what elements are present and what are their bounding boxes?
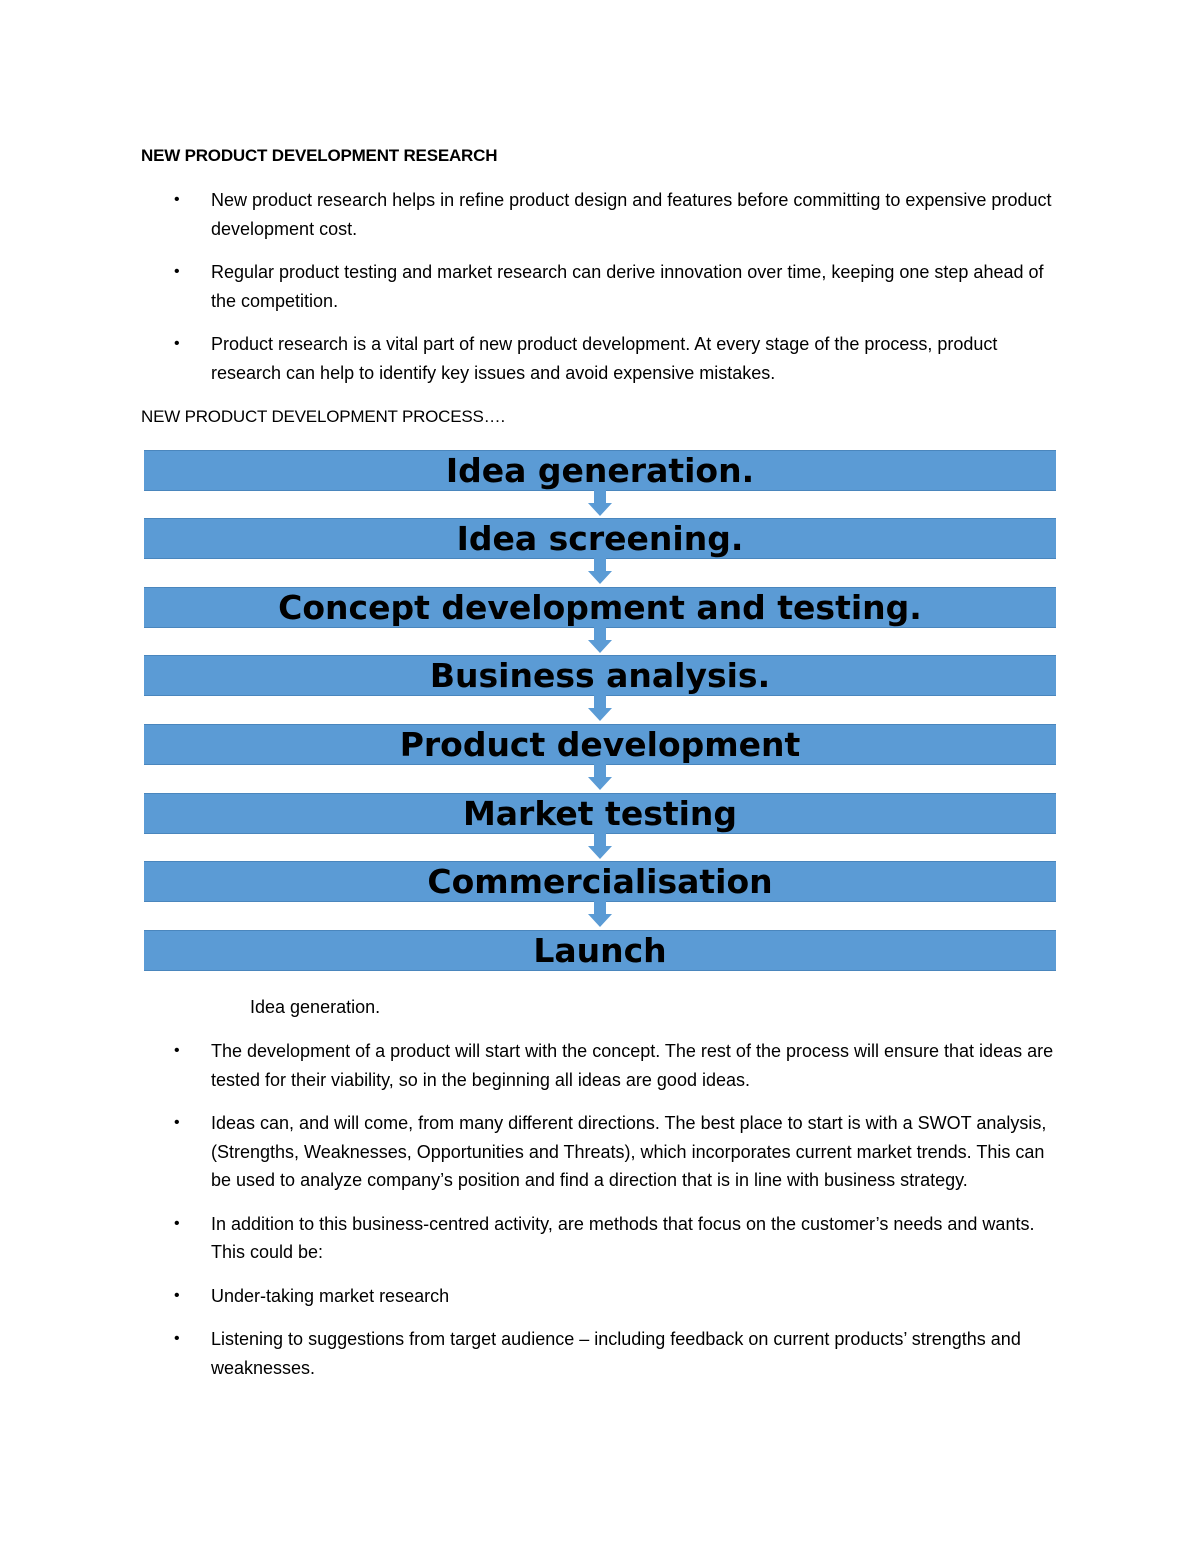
process-step-market-testing: Market testing [144, 793, 1056, 834]
list-item-text: Under-taking market research [211, 1285, 450, 1306]
idea-bullet-list [0, 1037, 1200, 1397]
bullet-icon: • [174, 1330, 180, 1347]
bullet-icon: • [174, 191, 180, 208]
list-item-text: Regular product testing and market research can derive innovation over time, keeping one step ahead of the competition. [211, 262, 1044, 311]
process-step-commercialisation: Commercialisation [144, 861, 1056, 902]
list-item [0, 1282, 1200, 1311]
list-item-text: Listening to suggestions from target audience – including feedback on current products’ strengths and weaknesses. [211, 1329, 1021, 1378]
list-item [0, 330, 1200, 387]
process-title: NEW PRODUCT DEVELOPMENT PROCESS…. [141, 407, 505, 426]
bullet-icon: • [174, 1214, 180, 1232]
process-step-product-development: Product development [144, 724, 1056, 765]
list-item [0, 1109, 1200, 1195]
list-item-text: Ideas can, and will come, from many different directions. The best place to start is with a SWOT analysis, (Strengths, Weaknesses, Opportunities and Threats), which incorporates current market trends. This can be used to analyze company’s position and find a direction that is in line with business strategy. [211, 1113, 1047, 1190]
down-arrow-icon [588, 627, 612, 653]
list-item-text: Product research is a vital part of new product development. At every stage of the process, product research can help to identify key issues and avoid expensive mistakes. [211, 334, 998, 383]
down-arrow-icon [588, 901, 612, 927]
section-subheading: Idea generation. [250, 997, 381, 1017]
down-arrow-icon [588, 833, 612, 859]
bullet-icon: • [174, 1114, 180, 1131]
down-arrow-icon [588, 764, 612, 790]
process-step-idea-generation: Idea generation. [144, 450, 1056, 491]
bullet-icon: • [174, 263, 180, 280]
list-item [0, 1037, 1200, 1094]
list-item-text: New product research helps in refine product design and features before committing to expensive product development cost. [211, 190, 1052, 239]
list-item-text: The development of a product will start with the concept. The rest of the process will ensure that ideas are tested for their viability, so in the beginning all ideas are good ideas. [211, 1041, 1054, 1090]
bullet-icon: • [174, 1042, 180, 1059]
process-step-concept-development: Concept development and testing. [144, 587, 1056, 628]
list-item [0, 1325, 1200, 1382]
process-step-business-analysis: Business analysis. [144, 655, 1056, 696]
list-item [0, 258, 1200, 315]
process-step-launch: Launch [144, 930, 1056, 971]
list-item [0, 186, 1200, 243]
list-item [0, 1210, 1200, 1267]
research-bullet-list [0, 186, 1200, 402]
down-arrow-icon [588, 695, 612, 721]
down-arrow-icon [588, 490, 612, 516]
process-step-idea-screening: Idea screening. [144, 518, 1056, 559]
page-heading: NEW PRODUCT DEVELOPMENT RESEARCH [141, 146, 498, 165]
list-item-text: In addition to this business-centred activity, are methods that focus on the customer’s needs and wants. This could be: [211, 1213, 1035, 1262]
bullet-icon: • [174, 1286, 180, 1304]
bullet-icon: • [174, 335, 180, 352]
down-arrow-icon [588, 558, 612, 584]
